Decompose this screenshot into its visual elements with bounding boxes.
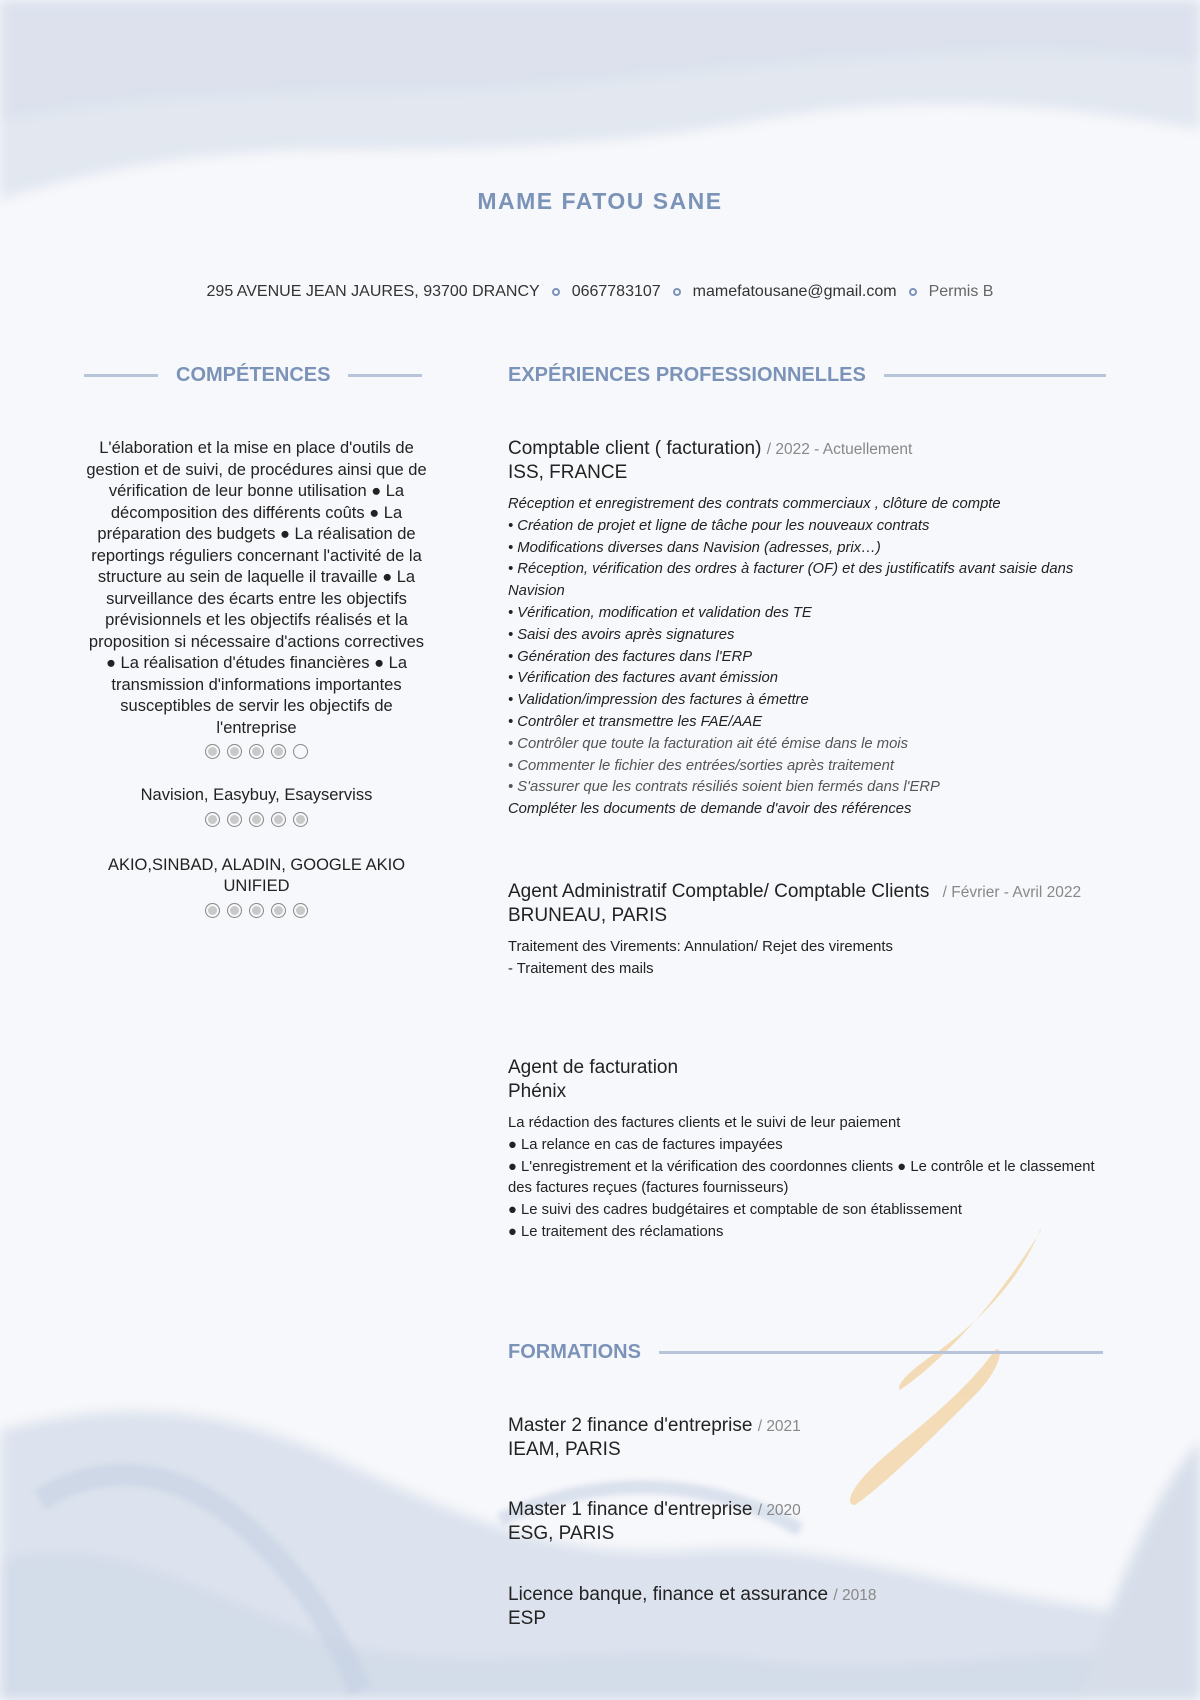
rating-dot-filled <box>249 903 264 918</box>
rating-dot-filled <box>205 903 220 918</box>
degree-date: / 2018 <box>833 1587 877 1604</box>
description-line: • S'assurer que les contrats résiliés soient bien fermés dans l'ERP <box>508 779 940 796</box>
skills-section-header <box>84 364 422 387</box>
experience-item <box>508 1056 1118 1244</box>
description-line: • Vérification des factures avant émission <box>508 670 779 687</box>
education-item <box>508 1414 1118 1462</box>
driving-license: Permis B <box>928 283 994 300</box>
degree-title: Master 1 finance d'entreprise <box>508 1499 753 1520</box>
skill-text: AKIO,SINBAD, ALADIN, GOOGLE AKIO UNIFIED <box>107 855 406 895</box>
job-date: / 2022 - Actuellement <box>766 441 913 458</box>
description-line: • Validation/impression des factures à émettre <box>508 692 809 709</box>
description-line: • Contrôler et transmettre les FAE/AAE <box>508 713 763 730</box>
job-description <box>508 937 1118 981</box>
rating-dot-filled <box>205 744 220 759</box>
description-line: ● Le suivi des cadres budgétaires et comptable de son établissement <box>508 1202 962 1219</box>
education-item <box>508 1583 1118 1631</box>
email: mamefatousane@gmail.com <box>692 283 897 300</box>
description-line: Réception et enregistrement des contrats commerciaux , clôture de compte <box>508 496 1001 512</box>
rating-dot-filled <box>249 744 264 759</box>
description-line: • Commenter le fichier des entrées/sorties après traitement <box>508 757 894 774</box>
skill-item <box>84 438 429 759</box>
experience-item <box>508 880 1118 981</box>
description-line: La rédaction des factures clients et le suivi de leur paiement <box>508 1115 901 1131</box>
school-name: ESG, PARIS <box>508 1523 615 1544</box>
description-line: • Génération des factures dans l'ERP <box>508 648 753 665</box>
skill-rating <box>84 903 429 918</box>
skill-text: L'élaboration et la mise en place d'outils de gestion et de suivi, de procédures ainsi que de vérification de leur bonne utilisation ● La décomposition des différents coûts ● La préparation des budgets ● La réalisation de reportings réguliers concernant l'activité de la structure au sein de laquelle il travaille ● La surveillance des écarts entre les objectifs prévisionnels et les objectifs réalisés et la proposition si nécessaire d'actions correctives ● La réalisation d'études financières ● La transmission d'informations importantes susceptibles de servir les objectifs de l'entreprise <box>86 439 427 737</box>
bullet-icon <box>673 288 681 296</box>
education-item <box>508 1498 1118 1546</box>
rating-dot-filled <box>271 903 286 918</box>
rating-dot-filled <box>227 812 242 827</box>
description-line: • Contrôler que toute la facturation ait été émise dans le mois <box>508 735 908 752</box>
job-title: Agent Administratif Comptable/ Comptable Clients <box>508 881 930 902</box>
description-line: Traitement des Virements: Annulation/ Rejet des virements <box>508 939 893 955</box>
rating-dot-filled <box>205 812 220 827</box>
skill-item <box>84 785 429 827</box>
rating-dot-filled <box>227 744 242 759</box>
description-line: - Traitement des mails <box>508 960 654 977</box>
skills-list <box>84 438 429 918</box>
rating-dot-filled <box>271 744 286 759</box>
degree-date: / 2020 <box>757 1502 801 1519</box>
skill-text: Navision, Easybuy, Esayserviss <box>140 786 373 804</box>
rating-dot-filled <box>271 812 286 827</box>
degree-title: Licence banque, finance et assurance <box>508 1584 829 1605</box>
address: 295 AVENUE JEAN JAURES, 93700 DRANCY <box>206 283 540 300</box>
job-company: ISS, FRANCE <box>508 462 628 483</box>
candidate-name: MAME FATOU SANE <box>477 188 723 214</box>
job-company: BRUNEAU, PARIS <box>508 905 668 926</box>
bullet-icon <box>552 288 560 296</box>
contact-bar <box>0 283 1200 301</box>
description-line: • Vérification, modification et validation des TE <box>508 604 812 621</box>
rating-dot-filled <box>293 812 308 827</box>
description-line: • Modifications diverses dans Navision (adresses, prix…) <box>508 539 881 556</box>
divider <box>884 374 1106 377</box>
description-line: ● Le traitement des réclamations <box>508 1223 724 1240</box>
rating-dot-empty <box>293 744 308 759</box>
job-title: Agent de facturation <box>508 1057 679 1078</box>
job-date: / Février - Avril 2022 <box>942 884 1082 901</box>
job-description <box>508 494 1118 821</box>
section-title: COMPÉTENCES <box>176 364 331 386</box>
section-title: FORMATIONS <box>508 1341 641 1363</box>
description-line: Compléter les documents de demande d'avoir des références <box>508 801 912 818</box>
description-line: • Création de projet et ligne de tâche pour les nouveaux contrats <box>508 517 930 534</box>
job-description <box>508 1113 1118 1244</box>
description-line: ● La relance en cas de factures impayées <box>508 1136 783 1153</box>
divider <box>348 374 422 377</box>
description-line: • Réception, vérification des ordres à facturer (OF) et des justificatifs avant saisie dans Navision <box>508 561 1074 600</box>
bullet-icon <box>909 288 917 296</box>
rating-dot-filled <box>249 812 264 827</box>
degree-date: / 2021 <box>757 1418 801 1435</box>
job-title: Comptable client ( facturation) <box>508 438 762 459</box>
description-line: ● L'enregistrement et la vérification des coordonnes clients ● Le contrôle et le classement des factures reçues (factures fournisseurs) <box>508 1158 1095 1197</box>
divider <box>659 1351 1103 1354</box>
section-title: EXPÉRIENCES PROFESSIONNELLES <box>508 364 866 386</box>
rating-dot-filled <box>227 903 242 918</box>
divider <box>84 374 158 377</box>
skill-item <box>84 855 429 918</box>
education-section-header <box>508 1341 1103 1364</box>
skill-rating <box>84 744 429 759</box>
experience-item <box>508 437 1118 821</box>
school-name: ESP <box>508 1608 547 1629</box>
school-name: IEAM, PARIS <box>508 1439 621 1460</box>
rating-dot-filled <box>293 903 308 918</box>
description-line: • Saisi des avoirs après signatures <box>508 626 735 643</box>
skill-rating <box>84 812 429 827</box>
experience-section-header <box>508 364 1106 387</box>
phone: 0667783107 <box>571 283 661 300</box>
job-company: Phénix <box>508 1081 567 1102</box>
degree-title: Master 2 finance d'entreprise <box>508 1415 753 1436</box>
